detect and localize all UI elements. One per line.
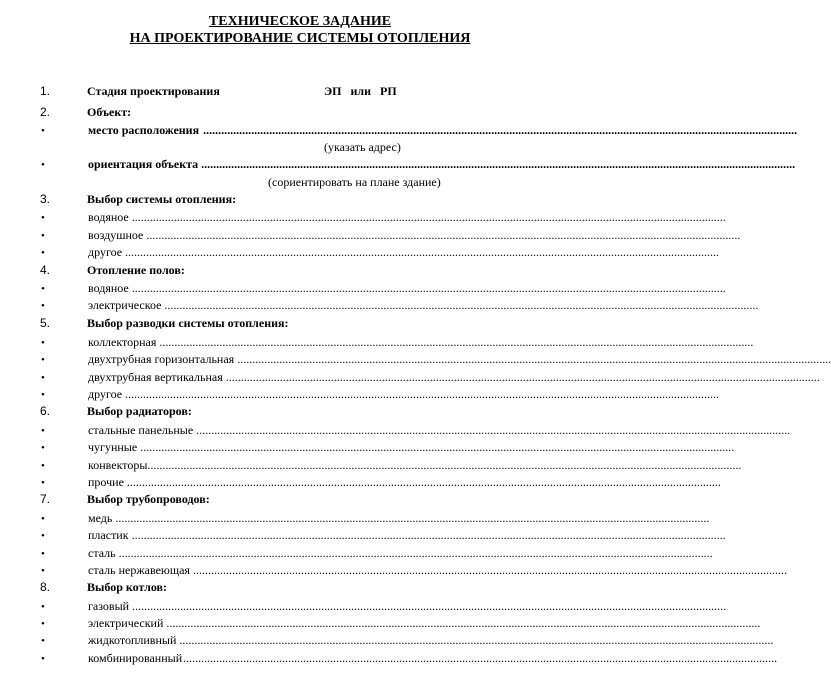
list-item [40, 422, 791, 439]
fill-in-line[interactable]: ...................................................................................................................................................................................................... [132, 599, 727, 613]
bullet-icon: • [41, 460, 45, 472]
section-7 [40, 491, 560, 508]
document-title-line1: ТЕХНИЧЕСКОЕ ЗАДАНИЕ [208, 14, 392, 29]
list-item [40, 439, 735, 456]
section-4 [40, 262, 560, 279]
bullet-icon: • [41, 548, 45, 560]
bullet-icon: • [41, 247, 45, 259]
fill-in-line[interactable]: ...................................................................................................................................................................................................... [201, 157, 796, 171]
section-1 [40, 83, 560, 100]
fill-in-line[interactable]: ...................................................................................................................................................................................................... [131, 210, 726, 224]
section-number: 7. [40, 492, 51, 506]
option-label: двухтрубная вертикальная [88, 370, 223, 384]
bullet-icon: • [41, 159, 45, 171]
list-item [40, 334, 754, 351]
option-label: медь [88, 511, 113, 525]
field-label: место расположения [88, 123, 200, 137]
option-label: чугунные [88, 440, 138, 454]
list-item [40, 474, 721, 491]
option-label: коллекторная [88, 335, 157, 349]
fill-in-line[interactable]: ...................................................................................................................................................................................................... [131, 281, 726, 295]
bullet-icon: • [41, 425, 45, 437]
bullet-icon: • [41, 337, 45, 349]
fill-in-line[interactable]: ...................................................................................................................................................................................................... [164, 298, 759, 312]
bullet-icon: • [41, 230, 45, 242]
section-heading: Выбор системы отопления: [87, 192, 237, 206]
orientation-hint: (сориентировать на плане здание) [268, 175, 441, 189]
section-5 [40, 315, 560, 332]
option-label: жидкотопливный [88, 633, 177, 647]
section-number: 2. [40, 105, 51, 119]
bullet-icon: • [41, 354, 45, 366]
fill-in-line[interactable]: ...................................................................................................................................................................................................... [147, 458, 742, 472]
list-item [40, 297, 759, 314]
bullet-icon: • [41, 565, 45, 577]
option-label: стальные панельные [88, 423, 194, 437]
bullet-icon: • [41, 601, 45, 613]
option-label: пластик [88, 528, 129, 542]
list-item [40, 650, 778, 667]
section-number: 3. [40, 192, 51, 206]
section-number: 5. [40, 316, 51, 330]
fill-in-line[interactable]: ...................................................................................................................................................................................................... [183, 651, 778, 665]
fill-in-line[interactable]: ...................................................................................................................................................................................................... [237, 352, 831, 366]
list-item [40, 351, 831, 368]
bullet-icon: • [41, 442, 45, 454]
option-label: прочие [88, 475, 124, 489]
fill-in-line[interactable]: ...................................................................................................................................................................................................... [225, 370, 820, 384]
bullet-icon: • [41, 653, 45, 665]
option-label: воздушное [88, 228, 144, 242]
fill-in-line[interactable]: ...................................................................................................................................................................................................... [159, 335, 754, 349]
bullet-icon: • [41, 513, 45, 525]
list-item [40, 527, 726, 544]
location-hint: (указать адрес) [324, 140, 401, 154]
fill-in-line[interactable]: ...................................................................................................................................................................................................... [131, 528, 726, 542]
option-label: электрический [88, 616, 164, 630]
option-label: двухтрубная горизонтальная [88, 352, 235, 366]
field-label: ориентация объекта [88, 157, 199, 171]
bullet-icon: • [41, 283, 45, 295]
section-heading: Выбор радиаторов: [87, 404, 192, 418]
bullet-icon: • [41, 530, 45, 542]
option-label: другое [88, 387, 123, 401]
section-heading: Объект: [87, 105, 132, 119]
list-item [40, 280, 726, 297]
fill-in-line[interactable]: ...................................................................................................................................................................................................... [196, 423, 791, 437]
field-orientation [40, 156, 796, 173]
list-item [40, 632, 774, 649]
section-heading: Выбор трубопроводов: [87, 492, 210, 506]
option-label: сталь [88, 546, 116, 560]
list-item [40, 562, 787, 579]
bullet-icon: • [41, 477, 45, 489]
list-item [40, 510, 710, 527]
bullet-icon: • [41, 212, 45, 224]
stage-options: ЭП или РП [324, 84, 397, 98]
fill-in-line[interactable]: ...................................................................................................................................................................................................... [166, 616, 761, 630]
option-label: другое [88, 245, 123, 259]
fill-in-line[interactable]: ...................................................................................................................................................................................................... [115, 511, 710, 525]
section-number: 8. [40, 580, 51, 594]
list-item [40, 209, 726, 226]
list-item [40, 545, 713, 562]
section-number: 4. [40, 263, 51, 277]
option-label: водяное [88, 281, 129, 295]
section-6 [40, 403, 560, 420]
option-label: электрическое [88, 298, 162, 312]
section-heading: Стадия проектирования [87, 84, 220, 98]
option-label: газовый [88, 599, 130, 613]
section-3 [40, 191, 560, 208]
fill-in-line[interactable]: ...................................................................................................................................................................................................... [192, 563, 787, 577]
option-label: комбинированный [88, 651, 183, 665]
bullet-icon: • [41, 125, 45, 137]
section-8 [40, 579, 560, 596]
section-heading: Отопление полов: [87, 263, 185, 277]
bullet-icon: • [41, 618, 45, 630]
list-item [40, 598, 727, 615]
option-label: конвекторы [88, 458, 148, 472]
document-title-line2: НА ПРОЕКТИРОВАНИЕ СИСТЕМЫ ОТОПЛЕНИЯ [129, 31, 471, 46]
fill-in-line[interactable]: ...................................................................................................................................................................................................... [140, 440, 735, 454]
option-label: водяное [88, 210, 129, 224]
option-label: сталь нержавеющая [88, 563, 190, 577]
bullet-icon: • [41, 300, 45, 312]
section-heading: Выбор разводки системы отопления: [87, 316, 289, 330]
list-item [40, 457, 742, 474]
fill-in-line[interactable]: ...................................................................................................................................................................................................... [203, 123, 798, 137]
fill-in-line[interactable]: ...................................................................................................................................................................................................... [179, 633, 774, 647]
section-number: 1. [40, 84, 51, 98]
section-heading: Выбор котлов: [87, 580, 167, 594]
bullet-icon: • [41, 635, 45, 647]
list-item [40, 386, 720, 403]
bullet-icon: • [41, 389, 45, 401]
fill-in-line[interactable]: ...................................................................................................................................................................................................... [126, 475, 721, 489]
section-2 [40, 104, 560, 121]
list-item [40, 615, 761, 632]
fill-in-line[interactable]: ...................................................................................................................................................................................................... [125, 387, 720, 401]
fill-in-line[interactable]: ...................................................................................................................................................................................................... [118, 546, 713, 560]
field-location [40, 122, 798, 139]
fill-in-line[interactable]: ...................................................................................................................................................................................................... [146, 228, 741, 242]
list-item [40, 227, 741, 244]
list-item [40, 244, 720, 261]
fill-in-line[interactable]: ...................................................................................................................................................................................................... [125, 245, 720, 259]
section-number: 6. [40, 404, 51, 418]
bullet-icon: • [41, 372, 45, 384]
list-item [40, 369, 820, 386]
